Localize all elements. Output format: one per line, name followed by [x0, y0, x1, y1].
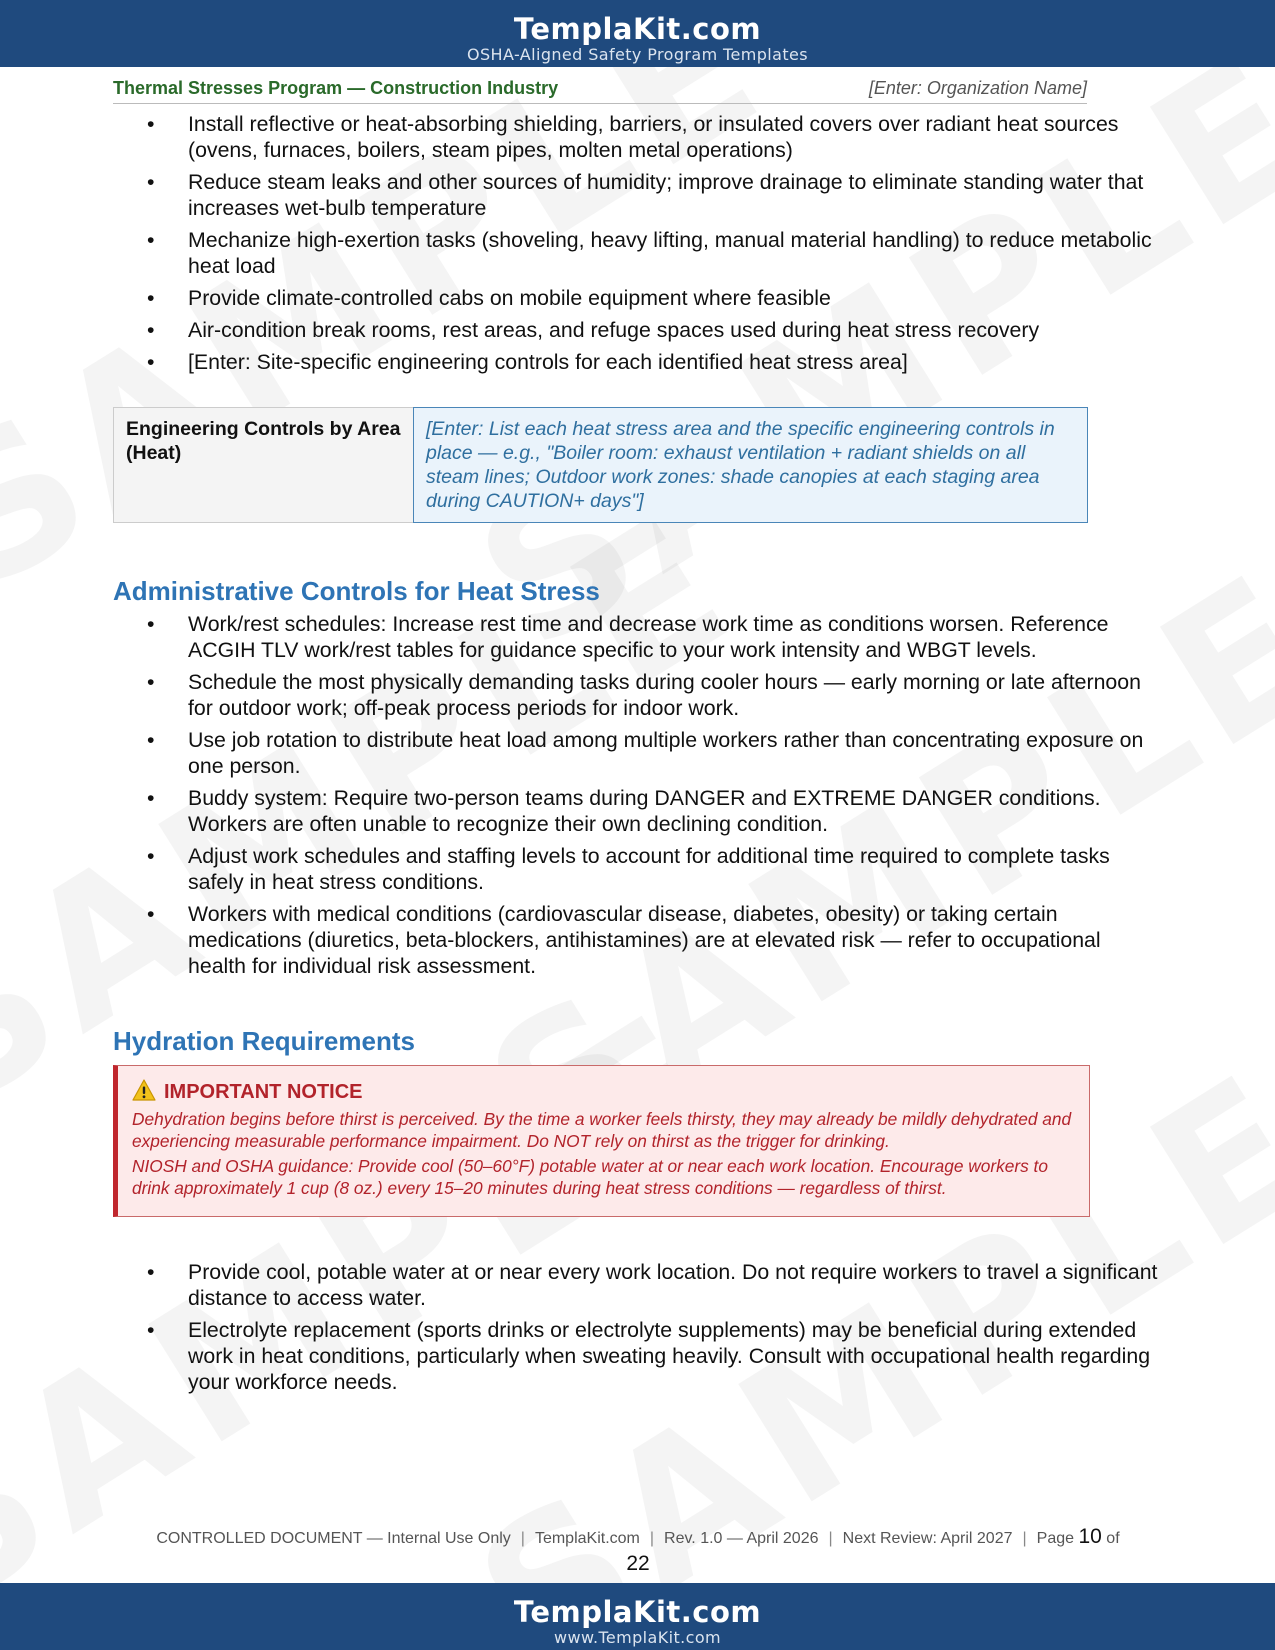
bottom-brand-title: TemplaKit.com — [513, 1595, 762, 1629]
bullet-icon: • — [147, 844, 155, 868]
section-heading-administrative: Administrative Controls for Heat Stress — [113, 576, 600, 606]
bullet-icon: • — [147, 670, 155, 694]
engineering-controls-list — [113, 111, 1163, 375]
bullet-icon: • — [147, 318, 155, 342]
bottom-brand-url[interactable]: www.TemplaKit.com — [553, 1628, 722, 1647]
list-item: • Adjust work schedules and staffing levels to account for additional time required to complete tasks safely in heat stress conditions. — [147, 844, 1110, 894]
administrative-controls-list — [113, 611, 1163, 979]
bullet-icon: • — [147, 902, 155, 926]
notice-paragraph: Dehydration begins before thirst is perceived. By the time a worker feels thirsty, they may already be mildly dehydrated and experiencing measurable performance impairment. Do NOT rely on thirst as the trigger for drinking. — [132, 1109, 1072, 1151]
hydration-list — [113, 1259, 1163, 1395]
bullet-icon: • — [147, 728, 155, 752]
footer-site: TemplaKit.com — [534, 1530, 640, 1547]
running-head — [113, 78, 1087, 104]
brand-title: TemplaKit.com — [513, 12, 762, 46]
warning-icon — [132, 1079, 156, 1101]
bullet-icon: • — [147, 350, 155, 374]
top-banner — [0, 0, 1275, 67]
footer-next-review: Next Review: April 2027 — [842, 1530, 1013, 1547]
footer-control-notice: CONTROLLED DOCUMENT — Internal Use Only — [156, 1530, 511, 1547]
list-item: • Air-condition break rooms, rest areas, and refuge spaces used during heat stress recovery — [147, 318, 1040, 342]
list-item: • Reduce steam leaks and other sources of humidity; improve drainage to eliminate standing water that increases wet-bulb temperature — [147, 170, 1144, 220]
bullet-icon: • — [147, 112, 155, 136]
list-item: • Electrolyte replacement (sports drinks or electrolyte supplements) may be beneficial during extended work in heat conditions, particularly when sweating heavily. Consult with occupational health regarding your workforce needs. — [147, 1318, 1151, 1394]
brand-tagline: OSHA-Aligned Safety Program Templates — [466, 45, 809, 64]
list-item: • Workers with medical conditions (cardiovascular disease, diabetes, obesity) or taking certain medications (diuretics, beta-blockers, antihistamines) are at elevated risk — refer to occupational health for individual risk assessment. — [147, 902, 1101, 978]
footer-of-label: of — [1106, 1530, 1120, 1547]
list-item: • Buddy system: Require two-person teams during DANGER and EXTREME DANGER conditions. Workers are often unable to recognize their own declining condition. — [147, 786, 1101, 836]
bullet-icon: • — [147, 228, 155, 252]
page-content — [113, 111, 1163, 1401]
bullet-icon: • — [147, 286, 155, 310]
footer-revision: Rev. 1.0 — April 2026 — [664, 1530, 819, 1547]
section-heading-hydration: Hydration Requirements — [113, 1026, 415, 1056]
list-item: • Use job rotation to distribute heat load among multiple workers rather than concentrating exposure on one person. — [147, 728, 1144, 778]
table-value-field[interactable]: [Enter: List each heat stress area and the specific engineering controls in place — e.g., "Boiler room: exhaust ventilation + radiant shields on all steam lines; Outdoor work zones: shade canopies at each staging area during CAUTION+ days"] — [413, 407, 1088, 523]
bullet-icon: • — [147, 1318, 155, 1342]
list-item: • Install reflective or heat-absorbing shielding, barriers, or insulated covers over radiant heat sources (ovens, furnaces, boilers, steam pipes, molten metal operations) — [147, 112, 1119, 162]
list-item: • Work/rest schedules: Increase rest time and decrease work time as conditions worsen. Reference ACGIH TLV work/rest tables for guidance specific to your work intensity and WBGT levels. — [147, 612, 1109, 662]
notice-title-text: IMPORTANT NOTICE — [164, 1081, 363, 1103]
notice-paragraph: NIOSH and OSHA guidance: Provide cool (50–60°F) potable water at or near each work location. Encourage workers to drink approximately 1 cup (8 oz.) every 15–20 minutes during heat stress conditions — regardless of thirst. — [132, 1156, 1048, 1198]
footer-page-label: Page — [1036, 1530, 1075, 1547]
footer-total-pages: 22 — [626, 1552, 650, 1575]
important-notice-box — [113, 1065, 1090, 1217]
footer-page-number: 10 — [1078, 1525, 1102, 1548]
table-label: Engineering Controls by Area (Heat) — [114, 408, 414, 522]
engineering-controls-table — [113, 407, 1088, 523]
notice-title — [132, 1079, 1075, 1105]
bullet-icon: • — [147, 612, 155, 636]
document-title: Thermal Stresses Program — Construction Industry — [113, 78, 559, 98]
list-item: • Mechanize high-exertion tasks (shoveling, heavy lifting, manual material handling) to reduce metabolic heat load — [147, 228, 1152, 278]
bullet-icon: • — [147, 170, 155, 194]
bottom-banner — [0, 1583, 1275, 1650]
list-item: • Schedule the most physically demanding tasks during cooler hours — early morning or late afternoon for outdoor work; off-peak process periods for indoor work. — [147, 670, 1141, 720]
list-item: • Provide cool, potable water at or near every work location. Do not require workers to travel a significant distance to access water. — [147, 1260, 1158, 1310]
page-footer: CONTROLLED DOCUMENT — Internal Use Only | TemplaKit.com | Rev. 1.0 — April 2026 | Next Review: April 2027 | Page 10 of 22 — [156, 1525, 1120, 1575]
list-item: • Provide climate-controlled cabs on mobile equipment where feasible — [147, 286, 831, 310]
organization-placeholder: [Enter: Organization Name] — [868, 78, 1087, 98]
bullet-icon: • — [147, 786, 155, 810]
list-item: • [Enter: Site-specific engineering controls for each identified heat stress area] — [147, 350, 908, 374]
bullet-icon: • — [147, 1260, 155, 1284]
